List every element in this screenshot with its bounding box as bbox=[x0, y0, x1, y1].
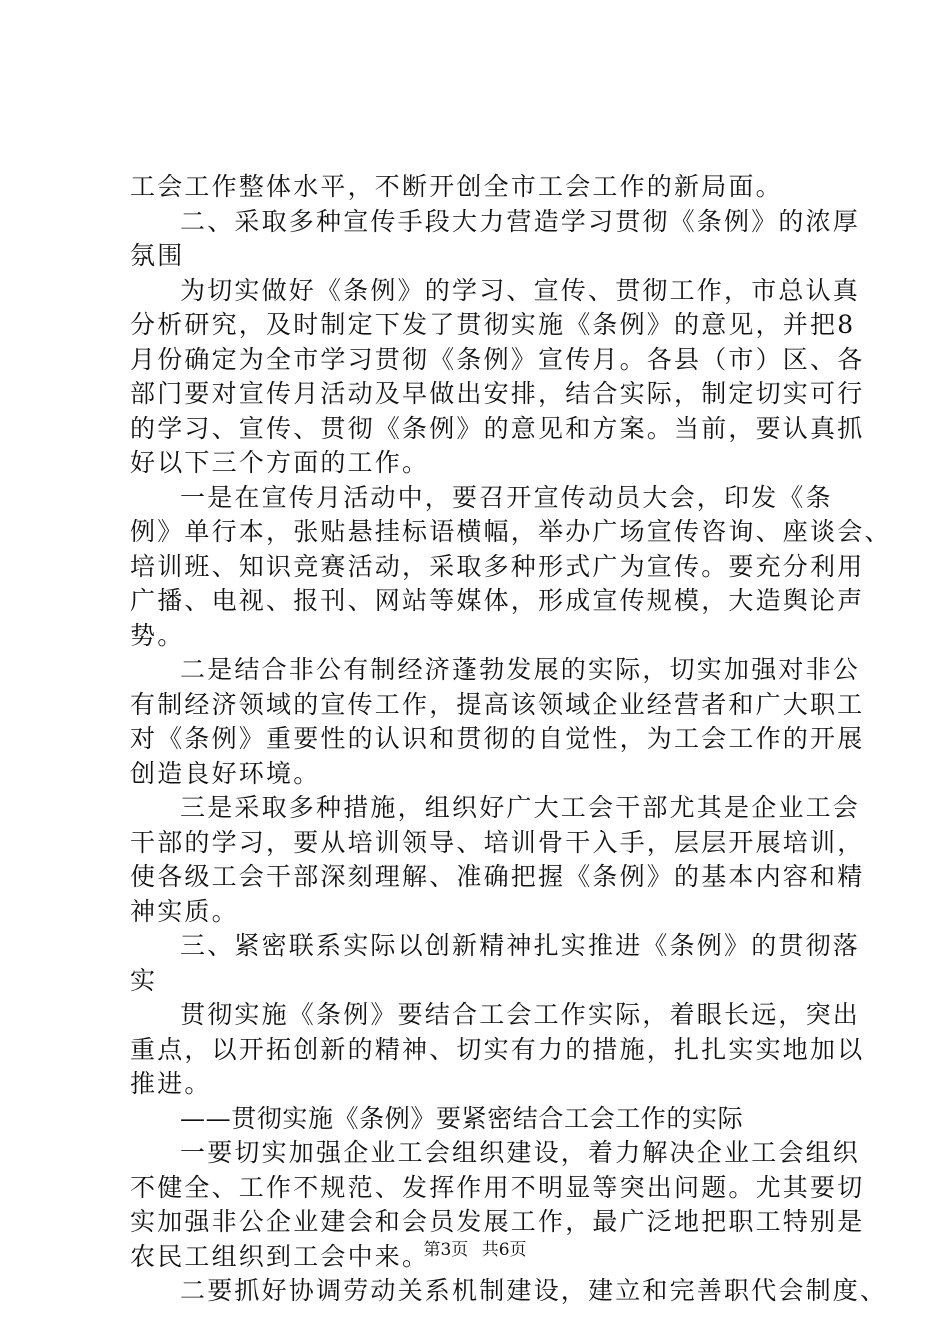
text-line: 氛围 bbox=[130, 241, 185, 270]
text-line: 月份确定为全市学习贯彻《条例》宣传月。各县（市）区、各 bbox=[130, 344, 865, 374]
text-line: 三是采取多种措施，组织好广大工会干部尤其是企业工会 bbox=[180, 793, 861, 822]
text-line: 部门要对宣传月活动及早做出安排，结合实际，制定切实可行 bbox=[130, 379, 865, 408]
text-line: 使各级工会干部深刻理解、准确把握《条例》的基本内容和精 bbox=[130, 862, 865, 891]
text-line: 二是结合非公有制经济蓬勃发展的实际，切实加强对非公 bbox=[180, 655, 861, 684]
page-number: 第3页 bbox=[423, 1240, 469, 1260]
text-line: 二、采取多种宣传手段大力营造学习贯彻《条例》的浓厚 bbox=[180, 206, 861, 236]
text-line: 神实质。 bbox=[130, 896, 239, 926]
text-line: 一要切实加强企业工会组织建设，着力解决企业工会组织 bbox=[180, 1138, 861, 1167]
text-line: 创造良好环境。 bbox=[130, 758, 321, 788]
text-line: 重点，以开拓创新的精神、切实有力的措施，扎扎实实地加以 bbox=[130, 1034, 865, 1064]
text-line: 三、紧密联系实际以创新精神扎实推进《条例》的贯彻落 bbox=[180, 931, 861, 960]
text-line: 对《条例》重要性的认识和贯彻的自觉性，为工会工作的开展 bbox=[130, 724, 865, 753]
text-line: 例》单行本，张贴悬挂标语横幅，举办广场宣传咨询、座谈会、 bbox=[130, 517, 892, 546]
text-line: 为切实做好《条例》的学习、宣传、贯彻工作，市总认真 bbox=[180, 275, 861, 305]
page-total: 共6页 bbox=[481, 1240, 527, 1260]
text-line: 广播、电视、报刊、网站等媒体，形成宣传规模，大造舆论声 bbox=[130, 586, 865, 615]
page-footer bbox=[0, 1240, 950, 1260]
text-line: 的学习、宣传、贯彻《条例》的意见和方案。当前，要认真抓 bbox=[130, 413, 865, 443]
document-body bbox=[130, 170, 892, 1309]
text-line: 培训班、知识竞赛活动，采取多种形式广为宣传。要充分利用 bbox=[130, 551, 865, 581]
text-line: 不健全、工作不规范、发挥作用不明显等突出问题。尤其要切 bbox=[130, 1172, 865, 1202]
text-line: 工会工作整体水平，不断开创全市工会工作的新局面。 bbox=[130, 172, 783, 201]
text-line: 有制经济领域的宣传工作，提高该领域企业经营者和广大职工 bbox=[130, 689, 865, 719]
text-line: 干部的学习，要从培训领导、培训骨干入手，层层开展培训， bbox=[130, 827, 865, 857]
text-line: 实加强非公企业建会和会员发展工作，最广泛地把职工特别是 bbox=[130, 1207, 865, 1236]
text-line: 农民工组织到工会中来。 bbox=[130, 1241, 430, 1271]
text-line: 分析研究，及时制定下发了贯彻实施《条例》的意见，并把8 bbox=[130, 310, 856, 339]
text-line: 实 bbox=[130, 965, 158, 995]
text-line: 一是在宣传月活动中，要召开宣传动员大会，印发《条 bbox=[180, 482, 833, 512]
text-line: 二要抓好协调劳动关系机制建设，建立和完善职代会制度、 bbox=[180, 1276, 888, 1305]
text-line: 推进。 bbox=[130, 1069, 212, 1098]
text-line: 势。 bbox=[130, 620, 185, 650]
text-line: ——贯彻实施《条例》要紧密结合工会工作的实际 bbox=[180, 1103, 744, 1133]
text-line: 贯彻实施《条例》要结合工会工作实际，着眼长远，突出 bbox=[180, 1000, 861, 1029]
text-line: 好以下三个方面的工作。 bbox=[130, 448, 430, 477]
